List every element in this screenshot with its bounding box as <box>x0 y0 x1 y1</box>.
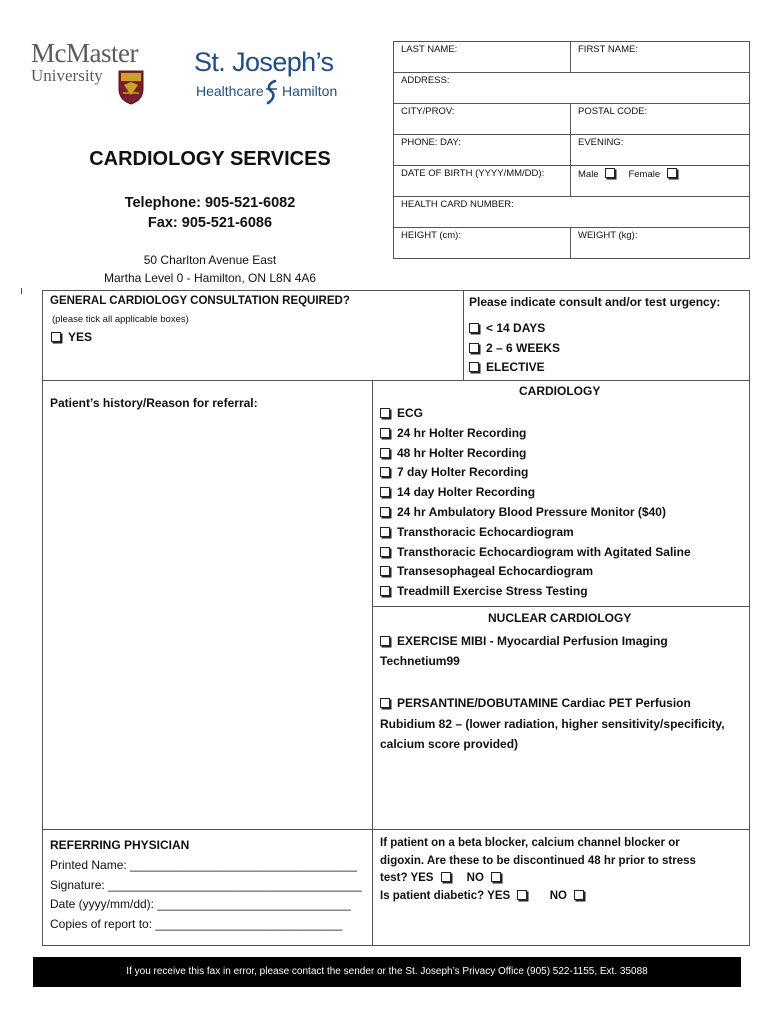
nuclear-heading: NUCLEAR CARDIOLOGY <box>488 611 632 625</box>
pet-label-line2: Rubidium 82 – (lower radiation, higher sensitivity/specificity, <box>380 716 725 731</box>
checkbox[interactable] <box>380 507 390 517</box>
mcmaster-logo-text: McMaster <box>31 38 138 68</box>
mcmaster-crest-icon <box>117 69 145 105</box>
address-line-2: Martha Level 0 - Hamilton, ON L8N 4A6 <box>103 271 317 285</box>
test-label: Transthoracic Echocardiogram with Agitated Saline <box>397 544 691 559</box>
female-checkbox[interactable] <box>667 168 677 178</box>
stop-meds-no-checkbox[interactable] <box>491 872 501 882</box>
divider <box>372 380 373 946</box>
last-name-label: LAST NAME: <box>401 44 458 55</box>
health-card-field[interactable] <box>394 197 750 228</box>
test-label: 24 hr Ambulatory Blood Pressure Monitor ($40) <box>397 504 666 519</box>
female-label: Female <box>628 169 661 180</box>
address-label: ADDRESS: <box>401 75 450 86</box>
test-label: Transesophageal Echocardiogram <box>397 564 594 579</box>
checkbox[interactable] <box>380 408 390 418</box>
cardiology-test-item[interactable] <box>380 582 691 602</box>
diabetic-no-label: NO <box>549 889 567 902</box>
urgency-2-6-weeks-checkbox[interactable] <box>469 343 479 353</box>
consultation-yes-checkbox[interactable] <box>51 332 61 342</box>
cardiology-test-item[interactable] <box>380 483 691 503</box>
city-prov-label: CITY/PROV: <box>401 106 455 117</box>
patient-info-table <box>393 41 750 259</box>
divider <box>372 606 750 607</box>
signature-field[interactable]: Signature: ______________________________________ <box>50 877 362 892</box>
evening-phone-field[interactable] <box>571 135 750 166</box>
printed-name-field[interactable]: Printed Name: __________________________________ <box>50 857 357 872</box>
postal-code-label: POSTAL CODE: <box>578 106 648 117</box>
city-prov-field[interactable] <box>394 104 571 135</box>
test-label: Treadmill Exercise Stress Testing <box>397 584 588 599</box>
checkbox[interactable] <box>380 566 390 576</box>
physician-heading: REFERRING PHYSICIAN <box>50 838 190 852</box>
mibi-checkbox[interactable] <box>380 636 390 646</box>
medication-question-line2: digoxin. Are these to be discontinued 48 hr prior to stress <box>380 854 696 867</box>
nuclear-pet-option[interactable] <box>380 693 725 755</box>
stop-meds-no-label: NO <box>466 872 484 884</box>
urgency-option-label: ELECTIVE <box>486 360 545 374</box>
cardiology-test-item[interactable] <box>380 404 691 424</box>
pet-checkbox[interactable] <box>380 698 390 708</box>
urgency-14-days-checkbox[interactable] <box>469 323 479 333</box>
address-line-1: 50 Charlton Avenue East <box>143 253 277 267</box>
test-label: Transthoracic Echocardiogram <box>397 524 574 539</box>
diabetic-yes-label: Is patient diabetic? YES <box>380 889 511 902</box>
telephone-number: Telephone: 905-521-6082 <box>124 195 296 211</box>
urgency-option-elective[interactable] <box>469 360 545 374</box>
consultation-note: (please tick all applicable boxes) <box>52 314 189 325</box>
last-name-field[interactable] <box>394 42 571 73</box>
page-title: CARDIOLOGY SERVICES <box>89 148 331 170</box>
margin-mark <box>21 288 22 294</box>
consultation-yes-option[interactable] <box>51 330 92 344</box>
checkbox[interactable] <box>380 448 390 458</box>
stjoseph-logo-subtext-2: Hamilton <box>282 83 338 99</box>
nuclear-mibi-option[interactable] <box>380 632 668 671</box>
consultation-yes-label: YES <box>68 330 93 344</box>
urgency-option-label: 2 – 6 WEEKS <box>486 341 561 355</box>
mibi-label: EXERCISE MIBI - Myocardial Perfusion Imaging <box>397 634 668 648</box>
copies-field[interactable]: Copies of report to: ____________________________ <box>50 917 343 932</box>
test-label: 48 hr Holter Recording <box>397 445 527 460</box>
male-checkbox[interactable] <box>605 168 615 178</box>
cardiology-test-item[interactable] <box>380 562 691 582</box>
history-label: Patient’s history/Reason for referral: <box>50 396 258 410</box>
health-card-label: HEALTH CARD NUMBER: <box>401 199 514 210</box>
dob-label: DATE OF BIRTH (YYYY/MM/DD): <box>401 168 545 179</box>
checkbox[interactable] <box>380 487 390 497</box>
cardiology-test-item[interactable] <box>380 503 691 523</box>
divider <box>42 380 750 381</box>
pet-label: PERSANTINE/DOBUTAMINE Cardiac PET Perfusion <box>397 696 691 710</box>
checkbox[interactable] <box>380 527 390 537</box>
height-field[interactable] <box>394 228 571 259</box>
cardiology-test-item[interactable] <box>380 523 691 543</box>
stjoseph-symbol-icon <box>263 79 280 105</box>
mibi-label-line2: Technetium99 <box>380 653 460 668</box>
consultation-heading: GENERAL CARDIOLOGY CONSULTATION REQUIRED? <box>50 295 350 307</box>
history-text-area[interactable] <box>43 416 371 828</box>
test-label: 7 day Holter Recording <box>397 465 529 480</box>
cardiology-test-item[interactable] <box>380 463 691 483</box>
test-label: 14 day Holter Recording <box>397 485 536 500</box>
sex-field <box>571 166 750 197</box>
weight-label: WEIGHT (kg): <box>578 230 638 241</box>
weight-field[interactable] <box>571 228 750 259</box>
medication-question-line1: If patient on a beta blocker, calcium channel blocker or <box>380 837 680 849</box>
divider <box>463 290 464 380</box>
pet-label-line3: calcium score provided) <box>380 737 519 751</box>
cardiology-heading: CARDIOLOGY <box>519 384 601 398</box>
first-name-field[interactable] <box>571 42 750 73</box>
cardiology-test-item[interactable] <box>380 543 691 563</box>
phone-day-label: PHONE: DAY: <box>401 137 462 148</box>
stop-meds-yes-checkbox[interactable] <box>441 872 451 882</box>
evening-label: EVENING: <box>578 137 624 148</box>
fax-number: Fax: 905-521-6086 <box>147 215 273 231</box>
address-field[interactable] <box>394 73 750 104</box>
referring-physician-section <box>50 836 362 935</box>
postal-code-field[interactable] <box>571 104 750 135</box>
cardiology-test-item[interactable] <box>380 424 691 444</box>
urgency-option-label: < 14 DAYS <box>486 321 546 335</box>
male-label: Male <box>578 169 599 180</box>
date-field[interactable]: Date (yyyy/mm/dd): _____________________________ <box>50 897 351 912</box>
checkbox[interactable] <box>380 586 390 596</box>
test-label: ECG <box>397 406 424 420</box>
phone-day-field[interactable] <box>394 135 571 166</box>
divider <box>42 829 750 830</box>
first-name-label: FIRST NAME: <box>578 44 638 55</box>
stjoseph-logo-subtext-1: Healthcare <box>196 83 264 99</box>
privacy-footer: If you receive this fax in error, please contact the sender or the St. Joseph’s Privacy Office (905) 522-1155, Ext. 35088 <box>33 957 741 987</box>
diabetic-no-checkbox[interactable] <box>574 890 584 900</box>
stjoseph-logo-text: St. Joseph’s <box>194 47 334 77</box>
cardiology-test-list <box>380 404 691 602</box>
mcmaster-logo-subtext: University <box>31 66 103 85</box>
checkbox[interactable] <box>380 467 390 477</box>
medication-section <box>380 835 696 905</box>
urgency-heading: Please indicate consult and/or test urgency: <box>469 295 721 309</box>
cardiology-test-item[interactable] <box>380 444 691 464</box>
height-label: HEIGHT (cm): <box>401 230 461 241</box>
checkbox[interactable] <box>380 428 390 438</box>
diabetic-yes-checkbox[interactable] <box>517 890 527 900</box>
checkbox[interactable] <box>380 547 390 557</box>
urgency-option-14-days[interactable] <box>469 321 545 335</box>
stop-meds-yes-label: test? YES <box>380 872 434 884</box>
urgency-elective-checkbox[interactable] <box>469 362 479 372</box>
urgency-option-2-6-weeks[interactable] <box>469 341 560 355</box>
dob-field[interactable] <box>394 166 571 197</box>
test-label: 24 hr Holter Recording <box>397 425 527 440</box>
